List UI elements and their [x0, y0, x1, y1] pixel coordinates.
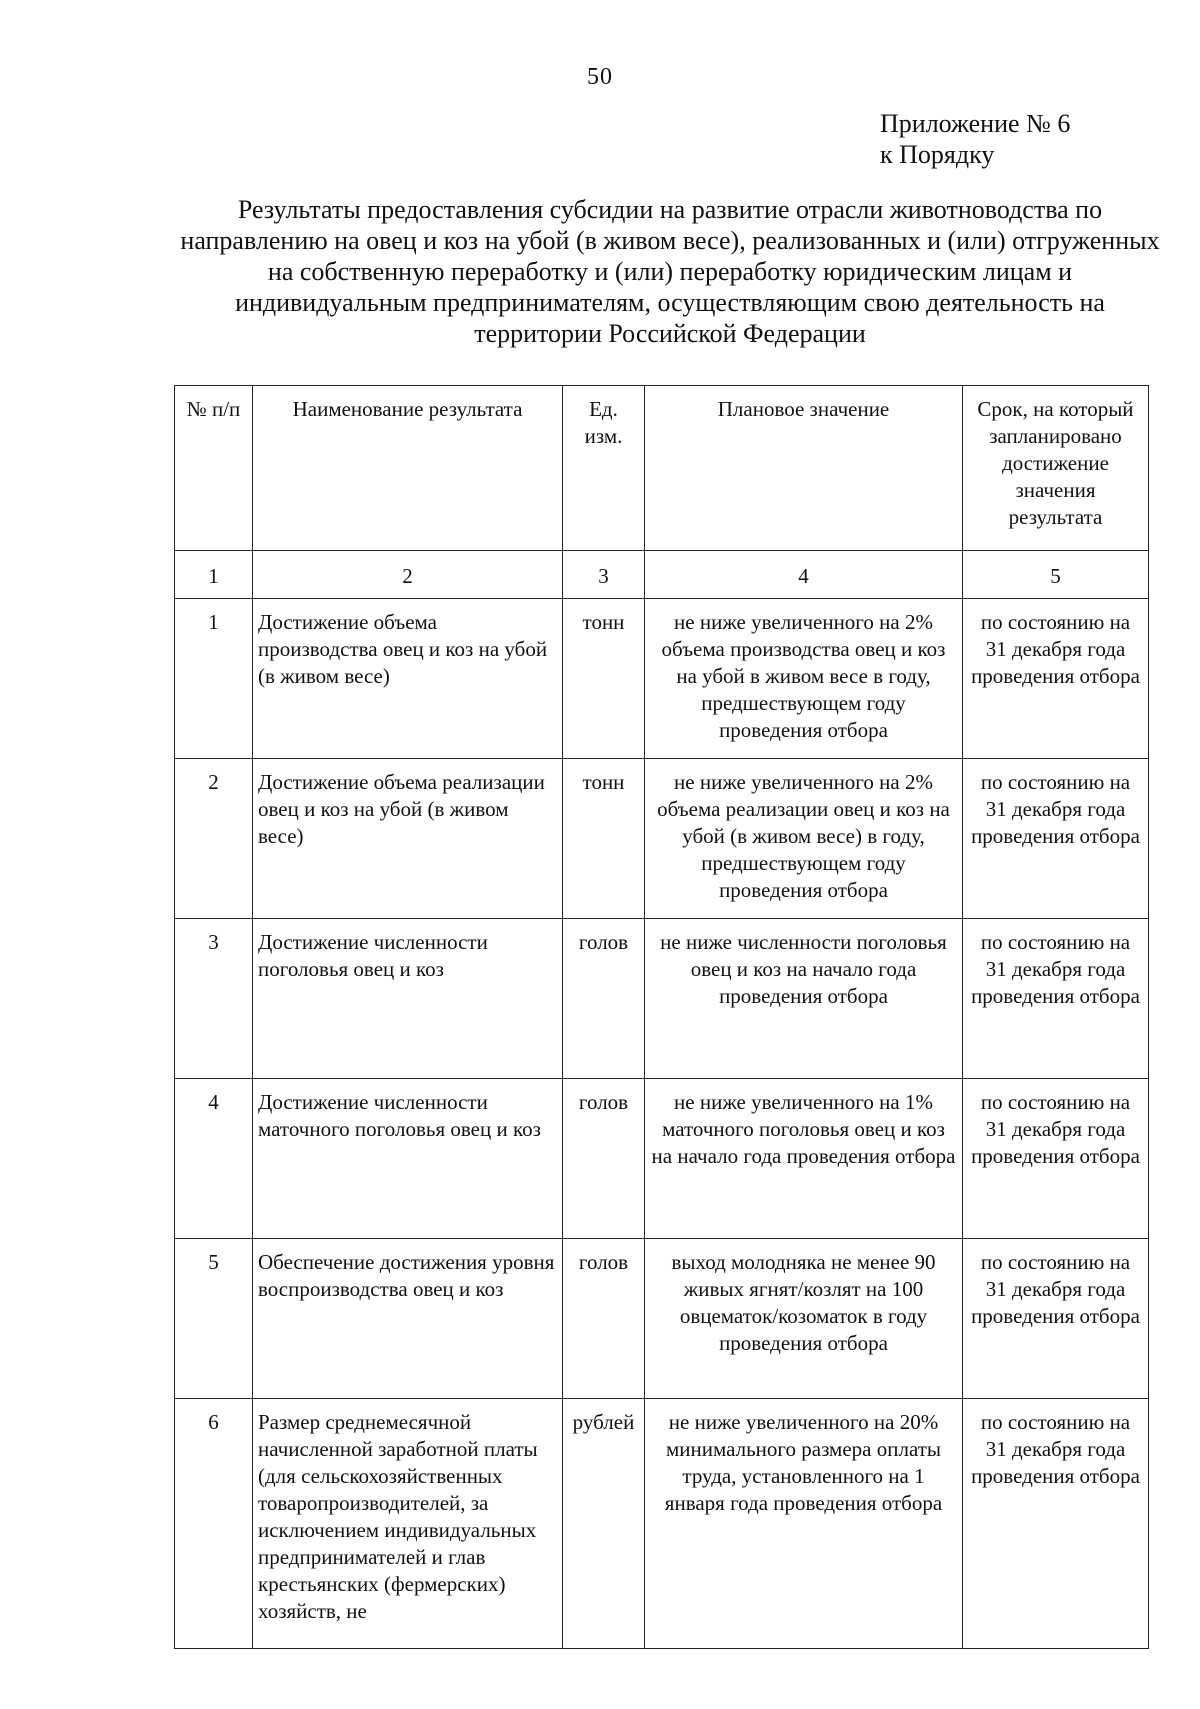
page-number: 50 [587, 64, 613, 90]
table-row [175, 1079, 1149, 1239]
row-number: 4 [175, 1079, 253, 1239]
appendix-line-1: Приложение № 6 [880, 109, 1071, 138]
planned-value: не ниже увеличенного на 2% объема реализации овец и коз на убой (в живом весе) в году, предшествующем году проведения отбора [645, 759, 963, 919]
achievement-term: по состоянию на 31 декабря года проведения отбора [963, 1239, 1149, 1399]
achievement-term: по состоянию на 31 декабря года проведения отбора [963, 919, 1149, 1079]
document-title: Результаты предоставления субсидии на развитие отрасли животноводства по направлению на овец и коз на убой (в живом весе), реализованных и (или) отгруженных на собственную переработку и (или) переработку юридическим лицам и индивидуальным предпринимателям, осуществляющим свою деятельность на территории Российской Федерации [180, 195, 1160, 348]
result-name: Достижение объема производства овец и коз на убой (в живом весе) [253, 599, 563, 759]
result-name: Достижение объема реализации овец и коз на убой (в живом весе) [253, 759, 563, 919]
column-number: 5 [963, 551, 1149, 599]
result-name: Достижение численности маточного поголовья овец и коз [253, 1079, 563, 1239]
appendix-heading [880, 108, 1070, 170]
table-header-row [175, 386, 1149, 551]
result-unit: голов [563, 919, 645, 1079]
planned-value: не ниже увеличенного на 2% объема производства овец и коз на убой в живом весе в году, предшествующем году проведения отбора [645, 599, 963, 759]
header-plan: Плановое значение [645, 386, 963, 551]
column-number-row [175, 551, 1149, 599]
result-unit: тонн [563, 599, 645, 759]
header-unit: Ед. изм. [563, 386, 645, 551]
header-name: Наименование результата [253, 386, 563, 551]
planned-value: не ниже увеличенного на 20% минимального размера оплаты труда, установленного на 1 января года проведения отбора [645, 1399, 963, 1649]
result-unit: голов [563, 1079, 645, 1239]
results-table [174, 385, 1149, 1649]
row-number: 6 [175, 1399, 253, 1649]
table-row [175, 1399, 1149, 1649]
row-number: 5 [175, 1239, 253, 1399]
row-number: 3 [175, 919, 253, 1079]
appendix-line-2: к Порядку [880, 140, 995, 169]
row-number: 2 [175, 759, 253, 919]
column-number: 1 [175, 551, 253, 599]
result-unit: голов [563, 1239, 645, 1399]
row-number: 1 [175, 599, 253, 759]
achievement-term: по состоянию на 31 декабря года проведения отбора [963, 759, 1149, 919]
achievement-term: по состоянию на 31 декабря года проведения отбора [963, 1399, 1149, 1649]
planned-value: выход молодняка не менее 90 живых ягнят/козлят на 100 овцематок/козоматок в году проведения отбора [645, 1239, 963, 1399]
column-number: 3 [563, 551, 645, 599]
table-row [175, 1239, 1149, 1399]
planned-value: не ниже численности поголовья овец и коз на начало года проведения отбора [645, 919, 963, 1079]
achievement-term: по состоянию на 31 декабря года проведения отбора [963, 599, 1149, 759]
header-term: Срок, на который запланировано достижение значения результата [963, 386, 1149, 551]
result-name: Размер среднемесячной начисленной заработной платы (для сельскохозяйственных товаропроизводителей, за исключением индивидуальных предпринимателей и глав крестьянских (фермерских) хозяйств, не [253, 1399, 563, 1649]
column-number: 2 [253, 551, 563, 599]
achievement-term: по состоянию на 31 декабря года проведения отбора [963, 1079, 1149, 1239]
table-row [175, 919, 1149, 1079]
header-num: № п/п [175, 386, 253, 551]
result-unit: тонн [563, 759, 645, 919]
result-name: Достижение численности поголовья овец и коз [253, 919, 563, 1079]
table-row [175, 599, 1149, 759]
table-row [175, 759, 1149, 919]
result-name: Обеспечение достижения уровня воспроизводства овец и коз [253, 1239, 563, 1399]
result-unit: рублей [563, 1399, 645, 1649]
planned-value: не ниже увеличенного на 1% маточного поголовья овец и коз на начало года проведения отбора [645, 1079, 963, 1239]
column-number: 4 [645, 551, 963, 599]
